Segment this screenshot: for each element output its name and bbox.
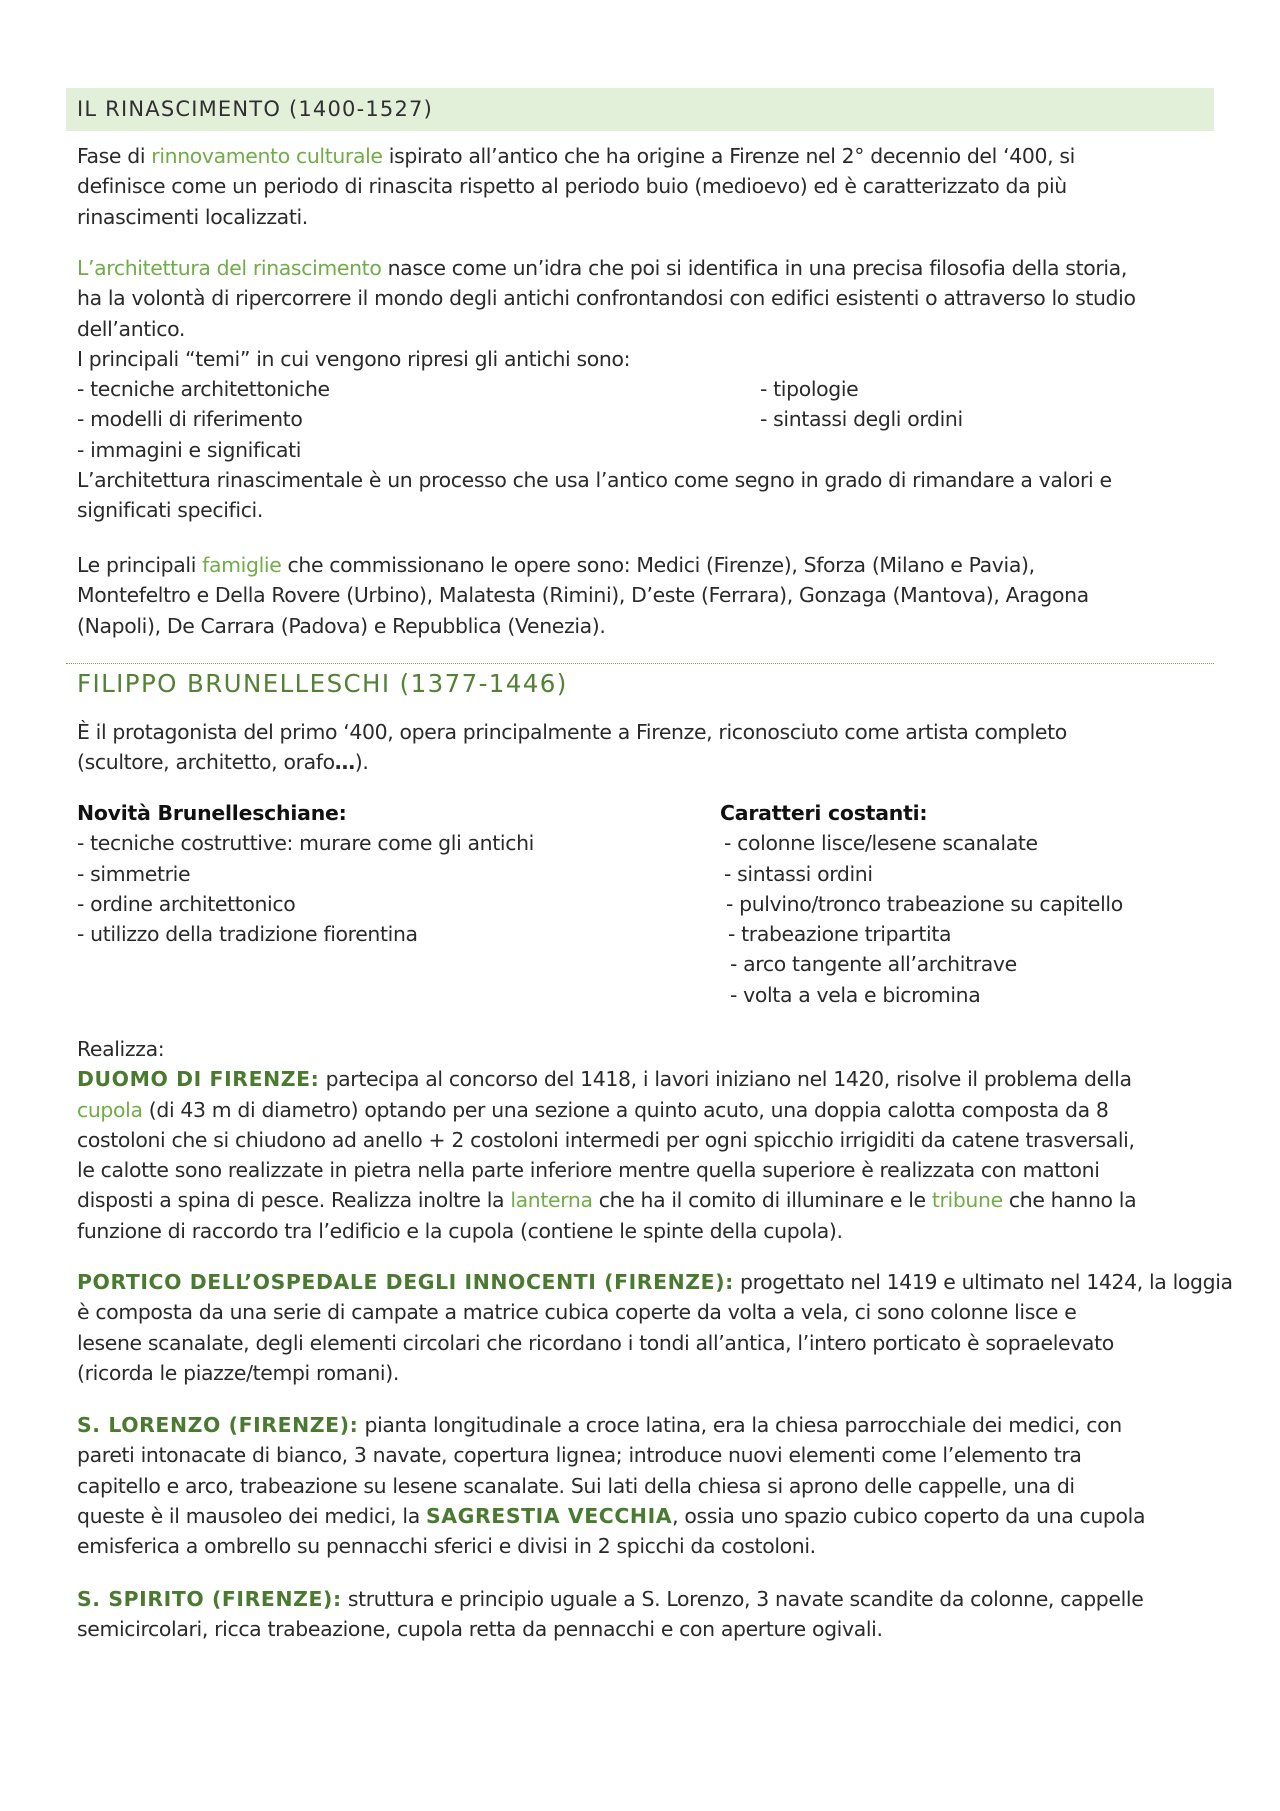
paragraph-rinnovamento: Fase di rinnovamento culturale ispirato all’antico che ha origine a Firenze nel 2° decennio del ‘400, si definisce come un periodo di rinascita rispetto al periodo buio (medioevo) ed è caratterizzato da più rinascimenti localizzati. [77,144,1075,229]
list-item: - tecniche costruttive: murare come gli antichi [77,831,534,856]
section-title-brunelleschi: FILIPPO BRUNELLESCHI (1377-1446) [77,669,568,698]
list-item: - tecniche architettoniche [77,377,330,401]
caratteri-list [720,798,1123,1010]
list-item: - modelli di riferimento [77,407,303,432]
list-item: - sintassi ordini [724,861,873,886]
portico-title: PORTICO DELL’OSPEDALE DEGLI INNOCENTI (FIRENZE): [77,1270,734,1294]
s-spirito-title: S. SPIRITO (FIRENZE): [77,1587,342,1611]
list-item: - pulvino/tronco trabeazione su capitello [726,891,1123,916]
highlight-famiglie: famiglie [202,553,282,577]
novita-heading: Novità Brunelleschiane: [77,801,347,825]
list-item: - colonne lisce/lesene scanalate [724,831,1038,856]
highlight-rinnovamento-culturale: rinnovamento culturale [151,144,383,168]
highlight-cupola: cupola [77,1097,143,1122]
paragraph-portico: PORTICO DELL’OSPEDALE DEGLI INNOCENTI (FIRENZE): progettato nel 1419 e ultimato nel 1424, la loggia è composta da una serie di campate a matrice cubica coperte da volta a vela, ci sono colonne lisce e lesene scanalate, degli elementi circolari che ricordano i tondi all’antica, l’intero porticato è sopraelevato (ricorda le piazze/tempi romani). [77,1270,1233,1385]
paragraph-s-spirito: S. SPIRITO (FIRENZE): struttura e principio uguale a S. Lorenzo, 3 navate scandite da colonne, cappelle semicircolari, ricca trabeazione, cupola retta da pennacchi e con aperture ogivali. [77,1587,1144,1642]
caratteri-heading: Caratteri costanti: [720,801,928,825]
list-item: - immagini e significati [77,437,302,462]
list-item: - simmetrie [77,861,191,886]
novita-list [77,798,534,949]
duomo-title: DUOMO DI FIRENZE: [77,1067,320,1092]
list-item: - sintassi degli ordini [760,407,963,432]
list-item: - ordine architettonico [77,891,296,916]
list-item: - arco tangente all’architrave [730,952,1017,977]
paragraph-protagonista: È il protagonista del primo ‘400, opera principalmente a Firenze, riconosciuto come artista completo (scultore, architetto, orafo…). [77,720,1067,775]
sagrestia-vecchia: SAGRESTIA VECCHIA [425,1503,673,1528]
list-item: - trabeazione tripartita [728,922,952,947]
highlight-tribune: tribune [931,1188,1003,1213]
paragraph-architettura: L’architettura del rinascimento nasce come un’idra che poi si identifica in una precisa filosofia della storia, ha la volontà di ripercorrere il mondo degli antichi confrontandosi con edifici esistenti o attraverso lo studio dell’antico. I principali “temi” in cui vengono ripresi gli antichi sono: [77,256,1136,371]
temi-list-right [760,374,963,435]
section-divider [66,663,1214,664]
temi-list-left [77,374,330,465]
paragraph-duomo: Realizza: DUOMO DI FIRENZE: partecipa al concorso del 1418, i lavori iniziano nel 1420, risolve il problema della cupola (di 43 m di diametro) optando per una sezione a quinto acuto, una doppia calotta composta da 8 costoloni che si chiudono ad anello + 2 costoloni intermedi per ogni spicchio irrigiditi da catene trasversali, le calotte sono realizzate in pietra nella parte inferiore mentre quella superiore è realizzata con mattoni disposti a spina di pesce. Realizza inoltre la lanterna che ha il comito di illuminare e le tribune che hanno la funzione di raccordo tra l’edificio e la cupola (contiene le spinte della cupola). [77,1034,1217,1246]
paragraph-famiglie: Le principali famiglie che commissionano le opere sono: Medici (Firenze), Sforza (Milano e Pavia), Montefeltro e Della Rovere (Urbino), Malatesta (Rimini), D’este (Ferrara), Gonzaga (Mantova), Aragona (Napoli), De Carrara (Padova) e Repubblica (Venezia). [77,553,1089,638]
paragraph-s-lorenzo: S. LORENZO (FIRENZE): pianta longitudinale a croce latina, era la chiesa parrocchiale dei medici, con pareti intonacate di bianco, 3 navate, copertura lignea; introduce nuovi elementi come l’elemento tra capitello e arco, trabeazione su lesene scanalate. Sui lati della chiesa si aprono delle cappelle, una di queste è il mausoleo dei medici, la SAGRESTIA VECCHIA, ossia uno spazio cubico coperto da una cupola emisferica a ombrello su pennacchi sferici e divisi in 2 spicchi da costoloni. [77,1413,1146,1559]
realizza-label: Realizza: [77,1037,165,1061]
paragraph-processo: L’architettura rinascimentale è un processo che usa l’antico come segno in grado di rimandare a valori e significati specifici. [77,468,1112,523]
list-item: - volta a vela e bicromina [730,982,981,1007]
section-title-rinascimento: IL RINASCIMENTO (1400-1527) [66,88,1214,131]
highlight-architettura-rinascimento: L’architettura del rinascimento [77,256,382,280]
list-item: - tipologie [760,377,859,401]
highlight-lanterna: lanterna [510,1188,593,1213]
list-item: - utilizzo della tradizione fiorentina [77,922,418,947]
s-lorenzo-title: S. LORENZO (FIRENZE): [77,1413,359,1437]
